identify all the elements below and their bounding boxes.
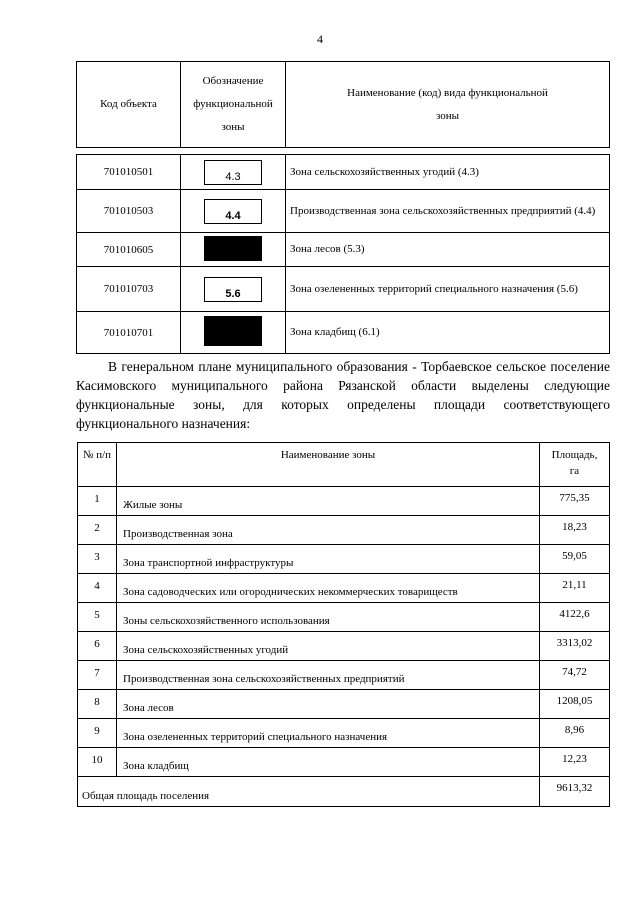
row-zone-name: Зона сельскохозяйственных угодий — [117, 632, 540, 661]
zone-row — [77, 312, 610, 354]
forest-zone-fill-swatch — [204, 236, 262, 261]
row-num: 6 — [78, 632, 117, 661]
header-designation: Обозначение функциональной зоны — [181, 62, 286, 148]
row-area: 3313,02 — [540, 632, 610, 661]
row-area: 12,23 — [540, 748, 610, 777]
header-zone-name: Наименование зоны — [117, 443, 540, 487]
area-row — [78, 632, 610, 661]
row-area: 59,05 — [540, 545, 610, 574]
row-num: 7 — [78, 661, 117, 690]
row-area: 775,35 — [540, 487, 610, 516]
zone-symbol-cell — [181, 155, 286, 190]
row-zone-name: Зона озелененных территорий специального назначения — [117, 719, 540, 748]
row-zone-name: Зона лесов — [117, 690, 540, 719]
zone-row — [77, 267, 610, 312]
header-spacer — [77, 148, 610, 155]
intro-paragraph: В генеральном плане муниципального образования - Торбаевское сельское поселение Касимовского муниципального района Рязанской области выделены следующие функциональные зоны, для которых определены площади соответствующего функционального назначения: — [76, 359, 610, 431]
area-row — [78, 719, 610, 748]
zone-symbol-cell — [181, 233, 286, 267]
total-label: Общая площадь поселения — [78, 777, 540, 807]
zone-row — [77, 190, 610, 233]
area-row — [78, 516, 610, 545]
header-area: Площадь, га — [540, 443, 610, 487]
header-num: № п/п — [78, 443, 117, 487]
zone-symbol-cell — [181, 267, 286, 312]
total-row — [78, 777, 610, 807]
area-row — [78, 574, 610, 603]
area-row — [78, 661, 610, 690]
zone-symbol-box: 5.6 — [204, 277, 262, 302]
zone-symbol-box: 4.4 — [204, 199, 262, 224]
row-area: 1208,05 — [540, 690, 610, 719]
area-row — [78, 487, 610, 516]
zone-name: Зона озелененных территорий специального назначения (5.6) — [286, 267, 610, 312]
header-code: Код объекта — [77, 62, 181, 148]
zone-symbol-cell — [181, 190, 286, 233]
zone-legend-header — [77, 62, 610, 148]
zone-legend-table — [76, 61, 610, 354]
row-zone-name: Зоны сельскохозяйственного использования — [117, 603, 540, 632]
header-zone-name: Наименование (код) вида функциональной зоны — [286, 62, 610, 148]
row-zone-name: Зона кладбищ — [117, 748, 540, 777]
zone-code: 701010501 — [77, 155, 181, 190]
row-num: 9 — [78, 719, 117, 748]
row-num: 10 — [78, 748, 117, 777]
row-num: 3 — [78, 545, 117, 574]
area-row — [78, 545, 610, 574]
page-number: 4 — [317, 32, 323, 46]
row-area: 21,11 — [540, 574, 610, 603]
row-area: 74,72 — [540, 661, 610, 690]
cemetery-zone-fill-swatch — [204, 316, 262, 346]
zone-area-table — [77, 442, 610, 807]
row-zone-name: Производственная зона — [117, 516, 540, 545]
total-value: 9613,32 — [540, 777, 610, 807]
row-zone-name: Зона садоводческих или огороднических некоммерческих товариществ — [117, 574, 540, 603]
zone-name: Зона кладбищ (6.1) — [286, 312, 610, 354]
zone-symbol-cell — [181, 312, 286, 354]
area-row — [78, 748, 610, 777]
zone-code: 701010605 — [77, 233, 181, 267]
zone-code: 701010503 — [77, 190, 181, 233]
row-num: 8 — [78, 690, 117, 719]
zone-name: Зона сельскохозяйственных угодий (4.3) — [286, 155, 610, 190]
zone-row — [77, 233, 610, 267]
zone-code: 701010703 — [77, 267, 181, 312]
row-area: 18,23 — [540, 516, 610, 545]
zone-name: Зона лесов (5.3) — [286, 233, 610, 267]
row-zone-name: Производственная зона сельскохозяйственных предприятий — [117, 661, 540, 690]
zone-symbol-box: 4.3 — [204, 160, 262, 185]
zone-row — [77, 155, 610, 190]
row-num: 5 — [78, 603, 117, 632]
row-area: 4122,6 — [540, 603, 610, 632]
row-area: 8,96 — [540, 719, 610, 748]
row-zone-name: Жилые зоны — [117, 487, 540, 516]
area-table-header — [78, 443, 610, 487]
area-row — [78, 603, 610, 632]
row-num: 1 — [78, 487, 117, 516]
row-num: 2 — [78, 516, 117, 545]
row-num: 4 — [78, 574, 117, 603]
zone-code: 701010701 — [77, 312, 181, 354]
area-row — [78, 690, 610, 719]
zone-name: Производственная зона сельскохозяйственных предприятий (4.4) — [286, 190, 610, 233]
row-zone-name: Зона транспортной инфраструктуры — [117, 545, 540, 574]
